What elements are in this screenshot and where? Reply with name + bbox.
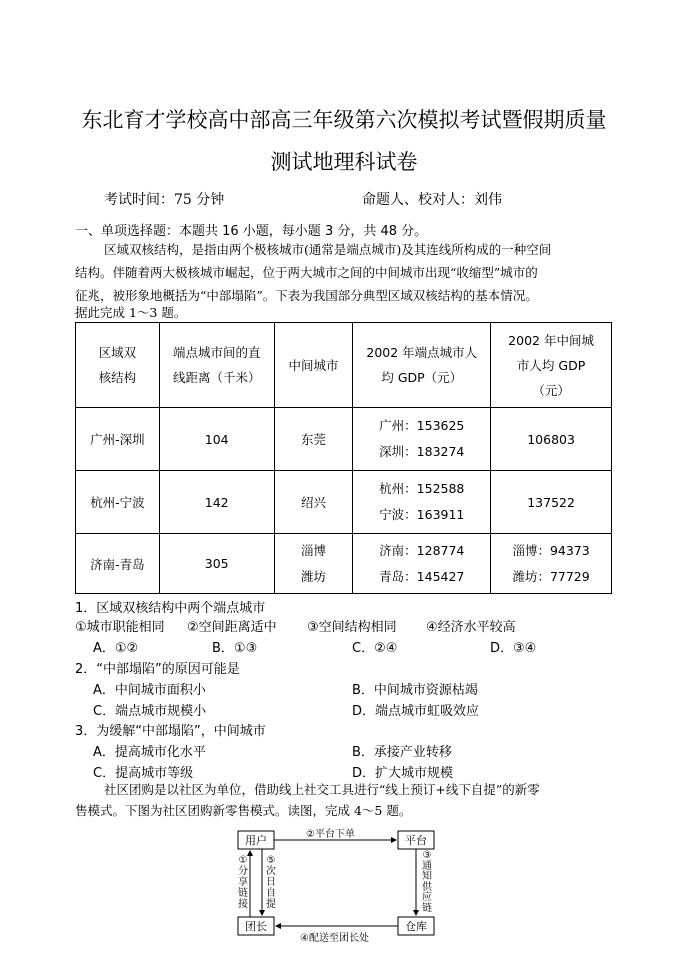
cell-region: 广州-深圳 xyxy=(76,408,160,471)
pickup-char: ⑤ xyxy=(266,855,276,866)
cell-middle: 绍兴 xyxy=(274,471,353,534)
pickup-char: 提 xyxy=(266,899,276,910)
header-distance-text: 端点城市间的直 线距离（千米） xyxy=(172,345,261,385)
end-gdp-a: 济南：128774 xyxy=(379,542,465,558)
cell-mid-gdp xyxy=(491,534,612,594)
q3-option-c[interactable]: C．提高城市等级 xyxy=(93,766,194,781)
notify-char: 通 xyxy=(422,860,432,872)
table-row xyxy=(76,471,612,534)
mid-gdp-a: 淄博：94373 xyxy=(512,542,590,558)
q1-option-c[interactable]: C．②④ xyxy=(352,641,398,656)
header-region-text: 区域双 核结构 xyxy=(98,345,137,385)
cell-mid-gdp: 137522 xyxy=(491,471,612,534)
edge-share-label xyxy=(237,855,249,910)
edge-order-label: ②平台下单 xyxy=(306,829,355,840)
end-gdp-b: 宁波：163911 xyxy=(379,507,465,522)
edge-deliver-label: ④配送至团长处 xyxy=(300,933,369,944)
cell-middle xyxy=(274,534,353,594)
pickup-char: 日 xyxy=(266,877,276,888)
edge-notify-label xyxy=(421,851,433,914)
share-char: 接 xyxy=(238,899,248,910)
question-2-stem: 2．“中部塌陷”的原因可能是 xyxy=(75,662,240,677)
intro-line-3: 征兆，被形象地概括为“中部塌陷”。下表为我国部分典型区域双核结构的基本情况。 xyxy=(75,288,538,303)
section-heading: 一、单项选择题：本题共 16 小题，每小题 3 分，共 48 分。 xyxy=(75,224,428,239)
middle-a: 淄博 xyxy=(300,542,326,558)
cell-distance: 142 xyxy=(159,471,274,534)
node-user: 用户 xyxy=(245,834,267,847)
intro-line-2: 结构。伴随着两大极核城市崛起，位于两大城市之间的中间城市出现“收缩型”城市的 xyxy=(75,265,538,280)
q1-item-3: ③空间结构相同 xyxy=(307,620,397,635)
notify-char: 知 xyxy=(422,871,432,882)
q1-item-4: ④经济水平较高 xyxy=(426,620,516,635)
q1-item-2: ②空间距离适中 xyxy=(187,620,277,635)
header-distance xyxy=(159,323,274,408)
share-char: 分 xyxy=(238,866,248,877)
middle-b: 潍坊 xyxy=(300,568,326,584)
intro-line-4: 据此完成 1～3 题。 xyxy=(75,305,187,320)
q1-option-a[interactable]: A．①② xyxy=(93,641,139,656)
share-char: 享 xyxy=(238,877,248,888)
table-row xyxy=(76,534,612,594)
mid-gdp-b: 潍坊：77729 xyxy=(512,568,590,584)
share-char: 链 xyxy=(238,888,248,899)
header-middle-city xyxy=(274,323,353,408)
passage2-line-1: 社区团购是以社区为单位，借助线上社交工具进行“线上预订+线下自提”的新零 xyxy=(104,782,540,797)
cell-region: 杭州-宁波 xyxy=(76,471,160,534)
q2-option-d[interactable]: D．端点城市虹吸效应 xyxy=(352,704,480,719)
group-buying-diagram xyxy=(228,823,444,944)
notify-char: 应 xyxy=(422,892,432,903)
q2-option-c[interactable]: C．端点城市规模小 xyxy=(93,704,207,719)
notify-char: 链 xyxy=(422,902,432,914)
exam-author: 命题人、校对人：刘伟 xyxy=(362,192,502,208)
intro-line-1: 区域双核结构，是指由两个极核城市(通常是端点城市)及其连线所构成的一种空间 xyxy=(104,242,552,257)
end-gdp-b: 深圳：183274 xyxy=(379,444,465,459)
notify-char: ③ xyxy=(422,850,432,861)
q2-option-b[interactable]: B．中间城市资源枯竭 xyxy=(352,683,478,698)
q1-option-b[interactable]: B．①③ xyxy=(212,641,258,656)
table-row xyxy=(76,408,612,471)
cell-region: 济南-青岛 xyxy=(76,534,160,594)
exam-time: 考试时间：75 分钟 xyxy=(104,192,225,208)
q2-option-a[interactable]: A．中间城市面积小 xyxy=(93,683,206,698)
edge-pickup-label xyxy=(265,855,277,910)
exam-title-line2: 测试地理科试卷 xyxy=(270,150,418,174)
header-end-gdp-text: 2002 年端点城市人 均 GDP（元） xyxy=(366,345,478,385)
node-platform: 平台 xyxy=(405,834,427,847)
share-char: ① xyxy=(238,855,248,866)
end-gdp-a: 广州：153625 xyxy=(379,418,465,433)
header-region xyxy=(76,323,160,408)
node-leader: 团长 xyxy=(245,920,267,933)
header-mid-gdp xyxy=(491,323,612,408)
header-middle-text: 中间城市 xyxy=(288,357,339,373)
q1-item-1: ①城市职能相同 xyxy=(75,620,165,635)
passage2-line-2: 售模式。下图为社区团购新零售模式。读图，完成 4～5 题。 xyxy=(75,803,412,818)
q3-option-d[interactable]: D．扩大城市规模 xyxy=(352,766,454,781)
notify-char: 供 xyxy=(422,881,432,893)
cell-distance: 305 xyxy=(159,534,274,594)
node-warehouse: 仓库 xyxy=(405,920,427,933)
end-gdp-b: 青岛：145427 xyxy=(379,568,465,584)
exam-title-line1: 东北育才学校高中部高三年级第六次模拟考试暨假期质量 xyxy=(81,108,607,132)
cell-mid-gdp: 106803 xyxy=(491,408,612,471)
pickup-char: 自 xyxy=(266,888,276,899)
cell-end-gdp xyxy=(353,471,491,534)
cell-end-gdp xyxy=(353,534,491,594)
cell-middle: 东莞 xyxy=(274,408,353,471)
question-1-stem: 1．区域双核结构中两个端点城市 xyxy=(75,601,266,616)
q3-option-b[interactable]: B．承接产业转移 xyxy=(352,745,452,760)
question-3-stem: 3．为缓解“中部塌陷”，中间城市 xyxy=(75,724,266,739)
q3-option-a[interactable]: A．提高城市化水平 xyxy=(93,745,206,760)
header-end-gdp xyxy=(353,323,491,408)
q1-option-d[interactable]: D．③④ xyxy=(490,641,537,656)
pickup-char: 次 xyxy=(266,866,276,877)
dual-core-table xyxy=(75,322,612,594)
cell-distance: 104 xyxy=(159,408,274,471)
cell-end-gdp xyxy=(353,408,491,471)
header-mid-gdp-text: 2002 年中间城 市人均 GDP （元） xyxy=(508,332,594,398)
end-gdp-a: 杭州：152588 xyxy=(379,481,465,496)
